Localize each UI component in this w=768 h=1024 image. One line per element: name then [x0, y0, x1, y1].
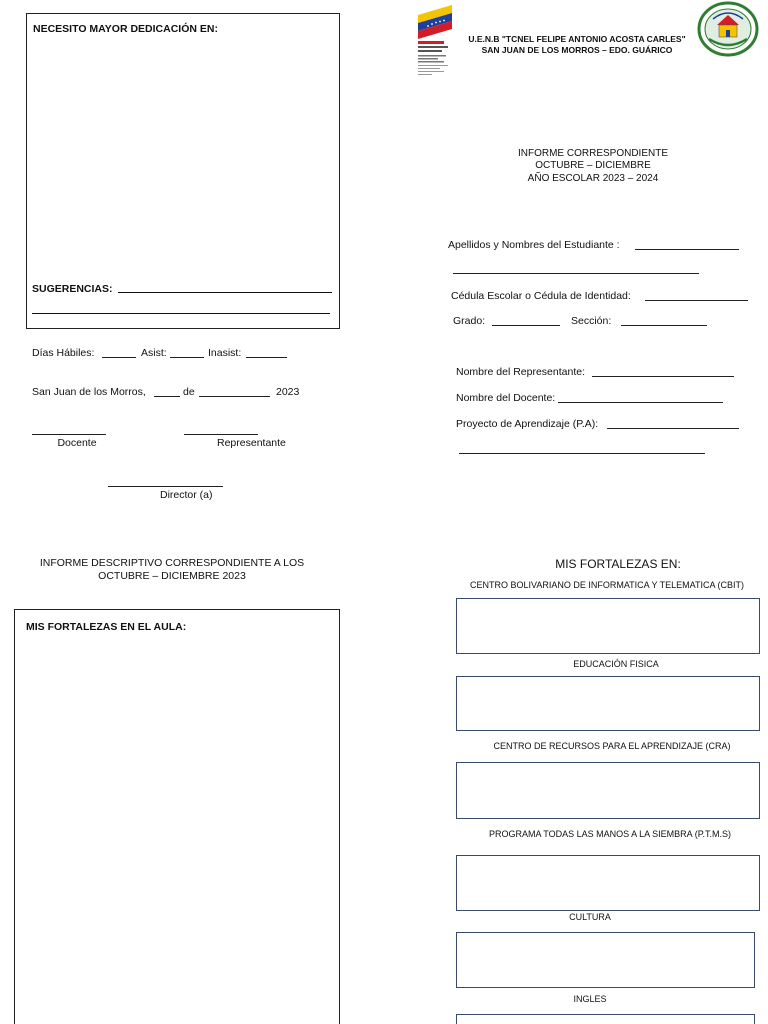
- area-box-ptms[interactable]: [456, 855, 760, 911]
- dedicacion-box: [26, 13, 340, 329]
- representante-field[interactable]: [592, 376, 734, 377]
- inasist-label: Inasist:: [208, 347, 242, 359]
- school-seal: [697, 1, 759, 57]
- dias-habiles-field[interactable]: [102, 357, 136, 358]
- year-label: 2023: [276, 386, 300, 398]
- place-label: San Juan de los Morros,: [32, 386, 146, 398]
- venezuela-flag-icon: [416, 3, 454, 79]
- de-label: de: [183, 386, 195, 398]
- school-location: SAN JUAN DE LOS MORROS – EDO. GUÁRICO: [481, 45, 673, 55]
- descriptivo-heading-1: INFORME DESCRIPTIVO CORRESPONDIENTE A LOS: [39, 557, 305, 569]
- director-signature-line[interactable]: [108, 486, 223, 487]
- fortalezas-aula-box: [14, 609, 340, 1024]
- report-title-2: OCTUBRE – DICIEMBRE: [535, 160, 651, 171]
- docente-signature-line[interactable]: [32, 434, 106, 435]
- gobierno-logo: [416, 3, 454, 79]
- seccion-label: Sección:: [571, 315, 612, 327]
- report-title-1: INFORME CORRESPONDIENTE: [517, 148, 668, 159]
- docente-signature-label: Docente: [57, 437, 97, 449]
- director-signature-label: Director (a): [160, 489, 213, 501]
- school-name: U.E.N.B "TCNEL FELIPE ANTONIO ACOSTA CARLES": [468, 34, 686, 44]
- representante-signature-line[interactable]: [184, 434, 258, 435]
- month-field[interactable]: [199, 396, 270, 397]
- inasist-field[interactable]: [246, 357, 287, 358]
- school-seal-icon: [697, 1, 759, 57]
- report-title-3: AÑO ESCOLAR 2023 – 2024: [527, 173, 659, 184]
- fortalezas-aula-title: MIS FORTALEZAS EN EL AULA:: [26, 621, 187, 633]
- cedula-field[interactable]: [645, 300, 748, 301]
- area-box-cbit[interactable]: [456, 598, 760, 654]
- day-field[interactable]: [154, 396, 180, 397]
- cedula-label: Cédula Escolar o Cédula de Identidad:: [451, 290, 631, 302]
- apellidos-field-1[interactable]: [635, 249, 739, 250]
- representante-label: Nombre del Representante:: [456, 366, 585, 378]
- area-label-cra: CENTRO DE RECURSOS PARA EL APRENDIZAJE (CRA): [493, 741, 731, 751]
- sugerencias-line-1[interactable]: [118, 292, 332, 293]
- sugerencias-label: SUGERENCIAS:: [32, 283, 113, 295]
- area-label-cultura: CULTURA: [569, 912, 611, 922]
- apellidos-label: Apellidos y Nombres del Estudiante :: [448, 239, 620, 251]
- apellidos-field-2[interactable]: [453, 273, 699, 274]
- grado-field[interactable]: [492, 325, 560, 326]
- area-label-educacion-fisica: EDUCACIÓN FISICA: [573, 659, 659, 669]
- proyecto-field-2[interactable]: [459, 453, 705, 454]
- sugerencias-line-2[interactable]: [32, 313, 330, 314]
- area-box-educacion-fisica[interactable]: [456, 676, 760, 731]
- seccion-field[interactable]: [621, 325, 707, 326]
- area-box-cra[interactable]: [456, 762, 760, 819]
- dias-habiles-label: Días Hábiles:: [32, 347, 95, 359]
- area-box-cultura[interactable]: [456, 932, 755, 988]
- docente-label: Nombre del Docente:: [456, 392, 556, 404]
- representante-signature-label: Representante: [217, 437, 286, 449]
- grado-label: Grado:: [453, 315, 486, 327]
- descriptivo-heading-2: OCTUBRE – DICIEMBRE 2023: [98, 570, 246, 582]
- asist-label: Asist:: [141, 347, 167, 359]
- area-box-ingles[interactable]: [456, 1014, 755, 1024]
- fortalezas-title: MIS FORTALEZAS EN:: [555, 557, 681, 571]
- docente-field[interactable]: [558, 402, 723, 403]
- proyecto-field-1[interactable]: [607, 428, 739, 429]
- proyecto-label: Proyecto de Aprendizaje (P.A):: [456, 418, 599, 430]
- area-label-ingles: INGLES: [573, 994, 607, 1004]
- area-label-ptms: PROGRAMA TODAS LAS MANOS A LA SIEMBRA (P.T.M.S): [488, 829, 732, 839]
- asist-field[interactable]: [170, 357, 204, 358]
- dedicacion-title: NECESITO MAYOR DEDICACIÓN EN:: [33, 23, 218, 35]
- area-label-cbit: CENTRO BOLIVARIANO DE INFORMATICA Y TELEMATICA (CBIT): [469, 580, 745, 590]
